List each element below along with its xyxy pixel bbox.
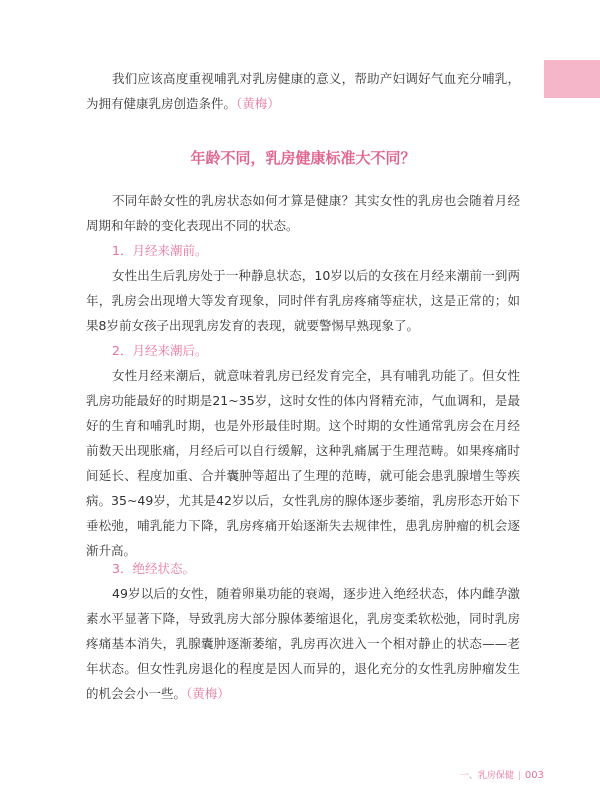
section-1-body: 女性出生后乳房处于一种静息状态，10岁以后的女孩在月经来潮前一到两年，乳房会出现增大等发育现象，同时伴有乳房疼痛等症状，这是正常的；如果8岁前女孩子出现乳房发育的表现，就要警惕早熟现象了。 — [86, 268, 520, 333]
footer-chapter: 一、乳房保健 — [459, 771, 514, 781]
subhead-3: 3．绝经状态。 — [112, 561, 195, 576]
page-footer — [460, 768, 544, 781]
page-number: 003 — [524, 770, 544, 781]
footer-separator: | — [517, 771, 521, 781]
section-3-text: 49岁以后的女性，随着卵巢功能的衰竭，逐步进入绝经状态，体内雌孕激素水平显著下降，导致乳房大部分腺体萎缩退化，乳房变柔软松弛，同时乳房疼痛基本消失，乳腺囊肿逐渐萎缩，乳房再次进入一个相对静止的状态——老年状态。但女性乳房退化的程度是因人而异的，退化充分的女性乳房肿瘤发生的机会会小一些。 — [86, 586, 520, 701]
intro-text: 我们应该高度重视哺乳对乳房健康的意义，帮助产妇调好气血充分哺乳，为拥有健康乳房创造条件。 — [86, 71, 520, 111]
subhead-2: 2．月经来潮后。 — [112, 343, 208, 358]
section-3-body — [86, 581, 520, 706]
chapter-side-tab — [544, 60, 600, 98]
lead-paragraph: 不同年龄女性的乳房状态如何才算是健康？其实女性的乳房也会随着月经周期和年龄的变化表现出不同的状态。 — [86, 193, 520, 233]
subhead-1: 1．月经来潮前。 — [112, 243, 208, 258]
section-heading: 年龄不同，乳房健康标准大不同？ — [190, 149, 416, 167]
intro-author: （黄梅） — [236, 96, 280, 111]
section-3-author: （黄梅） — [186, 686, 230, 701]
section-2-body: 女性月经来潮后，就意味着乳房已经发育完全，具有哺乳功能了。但女性乳房功能最好的时期是21~35岁，这时女性的体内肾精充沛，气血调和，是最好的生育和哺乳时期，也是外形最佳时期。这个时期的女性通常乳房会在月经前数天出现胀痛，月经后可以自行缓解，这种乳痛属于生理范畴。如果疼痛时间延长、程度加重、合并囊肿等超出了生理的范畴，就可能会患乳腺增生等疾病。35~49岁，尤其是42岁以后，女性乳房的腺体逐步萎缩，乳房形态开始下垂松弛，哺乳能力下降，乳房疼痛开始逐渐失去规律性，患乳房肿瘤的机会逐渐升高。 — [86, 368, 520, 558]
intro-paragraph — [86, 66, 520, 116]
